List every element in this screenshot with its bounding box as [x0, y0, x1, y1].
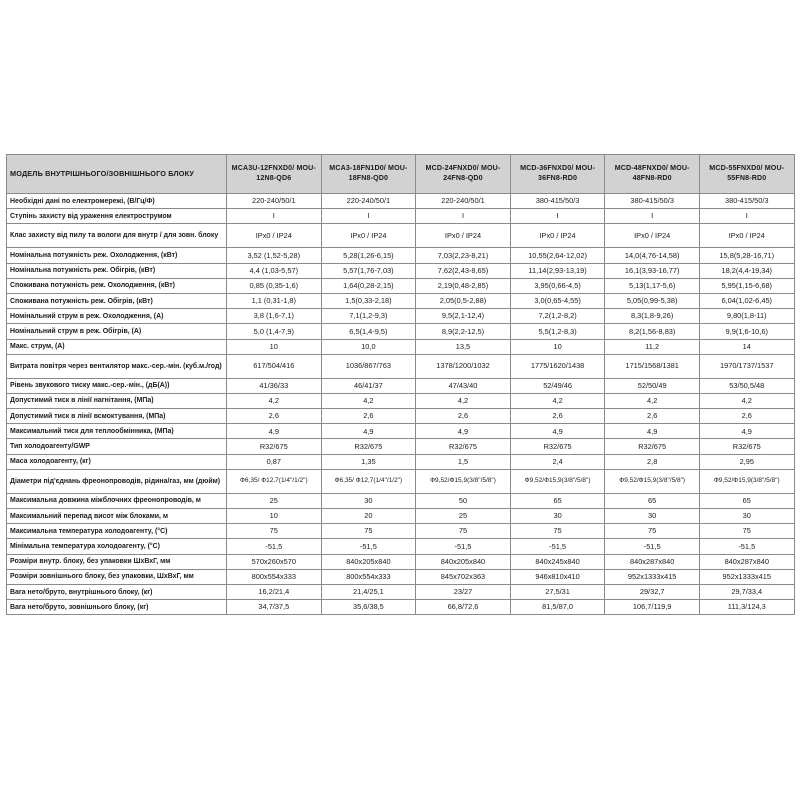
row-value: 4,9 — [227, 424, 322, 439]
row-value: 4,9 — [699, 424, 794, 439]
row-label: Споживана потужність реж. Обігрів, (кВт) — [7, 293, 227, 308]
row-value: 952х1333х415 — [699, 569, 794, 584]
row-value: 5,28(1,26-6,15) — [321, 248, 416, 263]
row-value: 952х1333х415 — [605, 569, 700, 584]
row-label: Споживана потужність реж. Охолодження, (кВт) — [7, 278, 227, 293]
row-value: 25 — [227, 493, 322, 508]
row-value: Ф9,52/Ф15,9(3/8"/5/8") — [699, 469, 794, 493]
row-value: 5,05(0,99-5,38) — [605, 293, 700, 308]
row-value: 5,0 (1,4-7,9) — [227, 324, 322, 339]
table-row — [7, 569, 795, 584]
specification-table — [6, 154, 795, 615]
table-row — [7, 324, 795, 339]
row-value: 1775/1620/1438 — [510, 354, 605, 378]
table-row — [7, 378, 795, 393]
row-value: 30 — [605, 509, 700, 524]
row-value: 6,5(1,4-9,5) — [321, 324, 416, 339]
row-label: Номінальна потужність реж. Охолодження, (кВт) — [7, 248, 227, 263]
row-label: Рівень звукового тиску макс.-сер.-мін., (дБ(А)) — [7, 378, 227, 393]
row-value: Ф9,52/Ф15,9(3/8"/5/8") — [416, 469, 511, 493]
header-model-6: MCD-55FNXD0/ MOU-55FN8-RD0 — [699, 155, 794, 194]
row-value: 52/49/46 — [510, 378, 605, 393]
table-row — [7, 224, 795, 248]
table-row — [7, 524, 795, 539]
row-value: 5,5(1,2-8,3) — [510, 324, 605, 339]
table-row — [7, 424, 795, 439]
row-label: Розміри внутр. блоку, без упаковки ШхВхГ, мм — [7, 554, 227, 569]
row-value: 1715/1568/1381 — [605, 354, 700, 378]
row-value: 30 — [321, 493, 416, 508]
header-row — [7, 155, 795, 194]
row-value: 1,64(0,28-2,15) — [321, 278, 416, 293]
row-value: 220-240/50/1 — [416, 194, 511, 209]
row-value: 47/43/40 — [416, 378, 511, 393]
row-label: Тип холодоагенту/GWP — [7, 439, 227, 454]
row-value: 11,2 — [605, 339, 700, 354]
row-value: -51,5 — [699, 539, 794, 554]
row-value: 13,5 — [416, 339, 511, 354]
row-value: 34,7/37,5 — [227, 600, 322, 615]
row-value: 1,35 — [321, 454, 416, 469]
row-value: 1970/1737/1537 — [699, 354, 794, 378]
row-value: 16,1(3,93-16,77) — [605, 263, 700, 278]
row-label: Максимальна довжина міжблочних фреонопроводів, м — [7, 493, 227, 508]
row-value: 35,6/38,5 — [321, 600, 416, 615]
row-value: 0,87 — [227, 454, 322, 469]
row-value: 111,3/124,3 — [699, 600, 794, 615]
row-label: Розміри зовнішнього блоку, без упаковки, ШхВхГ, мм — [7, 569, 227, 584]
row-value: 840х287х840 — [605, 554, 700, 569]
row-value: 9,80(1,8-11) — [699, 309, 794, 324]
row-value: 5,57(1,76-7,03) — [321, 263, 416, 278]
row-value: IPx0 / IP24 — [699, 224, 794, 248]
row-label: Вага нето/бруто, зовнішнього блоку, (кг) — [7, 600, 227, 615]
row-value: 11,14(2,93-13,19) — [510, 263, 605, 278]
row-value: 8,9(2,2-12,5) — [416, 324, 511, 339]
row-value: 380-415/50/3 — [699, 194, 794, 209]
row-value: 1378/1200/1032 — [416, 354, 511, 378]
row-value: 9,5(2,1-12,4) — [416, 309, 511, 324]
row-label: Максимальний перепад висот між блоками, м — [7, 509, 227, 524]
row-value: 4,2 — [605, 393, 700, 408]
row-value: 4,9 — [510, 424, 605, 439]
row-value: 946х810х410 — [510, 569, 605, 584]
row-value: 7,2(1,2-8,2) — [510, 309, 605, 324]
row-value: 2,6 — [510, 409, 605, 424]
row-value: Ф9,52/Ф15,9(3/8"/5/8") — [605, 469, 700, 493]
row-value: 52/50/49 — [605, 378, 700, 393]
row-value: -51,5 — [416, 539, 511, 554]
row-value: 14 — [699, 339, 794, 354]
row-value: 570х260х570 — [227, 554, 322, 569]
row-label: Номінальний струм в реж. Обігрів, (А) — [7, 324, 227, 339]
row-value: -51,5 — [227, 539, 322, 554]
row-value: 15,8(5,28-16,71) — [699, 248, 794, 263]
row-value: 65 — [605, 493, 700, 508]
row-value: 800х554х333 — [321, 569, 416, 584]
table-row — [7, 194, 795, 209]
row-label: Діаметри під'єднань фреонопроводів, рідина/газ, мм (дюйм) — [7, 469, 227, 493]
row-value: 106,7/119,9 — [605, 600, 700, 615]
row-value: 65 — [699, 493, 794, 508]
row-value: 4,2 — [416, 393, 511, 408]
row-value: 75 — [605, 524, 700, 539]
row-value: 617/504/416 — [227, 354, 322, 378]
row-value: 16,2/21,4 — [227, 584, 322, 599]
row-value: 2,05(0,5-2,88) — [416, 293, 511, 308]
row-value: 53/50,5/48 — [699, 378, 794, 393]
row-value: 1,5(0,33-2,18) — [321, 293, 416, 308]
row-value: 4,2 — [321, 393, 416, 408]
table-header — [7, 155, 795, 194]
row-value: 14,0(4,76-14,58) — [605, 248, 700, 263]
row-value: IPx0 / IP24 — [321, 224, 416, 248]
row-value: 10,55(2,64-12,02) — [510, 248, 605, 263]
header-label-cell: МОДЕЛЬ ВНУТРІШНЬОГО/ЗОВНІШНЬОГО БЛОКУ — [7, 155, 227, 194]
row-value: 380-415/50/3 — [605, 194, 700, 209]
table-row — [7, 248, 795, 263]
row-value: I — [510, 209, 605, 224]
row-value: 2,95 — [699, 454, 794, 469]
row-label: Допустимий тиск в лінії нагнітання, (МПа) — [7, 393, 227, 408]
table-row — [7, 539, 795, 554]
row-label: Маса холодоагенту, (кг) — [7, 454, 227, 469]
row-value: 23/27 — [416, 584, 511, 599]
row-value: R32/675 — [699, 439, 794, 454]
row-value: 800х554х333 — [227, 569, 322, 584]
row-value: 4,4 (1,03-5,57) — [227, 263, 322, 278]
row-value: 2,4 — [510, 454, 605, 469]
row-value: 3,0(0,65-4,55) — [510, 293, 605, 308]
row-value: I — [416, 209, 511, 224]
row-value: 1,5 — [416, 454, 511, 469]
row-value: 7,62(2,43-8,65) — [416, 263, 511, 278]
table-row — [7, 278, 795, 293]
table-row — [7, 409, 795, 424]
row-value: 46/41/37 — [321, 378, 416, 393]
row-value: 2,19(0,48-2,85) — [416, 278, 511, 293]
header-model-5: MCD-48FNXD0/ MOU-48FN8-RD0 — [605, 155, 700, 194]
row-value: R32/675 — [227, 439, 322, 454]
row-value: 2,6 — [321, 409, 416, 424]
row-value: 41/36/33 — [227, 378, 322, 393]
row-value: 25 — [416, 509, 511, 524]
row-value: 50 — [416, 493, 511, 508]
row-value: 1036/867/763 — [321, 354, 416, 378]
row-label: Ступінь захисту від ураження електрострумом — [7, 209, 227, 224]
row-value: -51,5 — [510, 539, 605, 554]
row-value: 65 — [510, 493, 605, 508]
row-value: 66,8/72,6 — [416, 600, 511, 615]
table-row — [7, 339, 795, 354]
row-value: 7,03(2,23-8,21) — [416, 248, 511, 263]
row-value: R32/675 — [416, 439, 511, 454]
row-label: Номінальний струм в реж. Охолодження, (А) — [7, 309, 227, 324]
row-label: Вага нето/бруто, внутрішнього блоку, (кг) — [7, 584, 227, 599]
row-label: Мінімальна температура холодоагенту, (°С) — [7, 539, 227, 554]
row-value: 1,1 (0,31-1,8) — [227, 293, 322, 308]
row-value: 4,9 — [605, 424, 700, 439]
row-value: 840х245х840 — [510, 554, 605, 569]
row-label: Максимальна температура холодоагенту, (°С) — [7, 524, 227, 539]
table-row — [7, 454, 795, 469]
row-value: 29,7/33,4 — [699, 584, 794, 599]
row-label: Максимальний тиск для теплообмінника, (МПа) — [7, 424, 227, 439]
row-value: 20 — [321, 509, 416, 524]
row-value: 30 — [510, 509, 605, 524]
table-row — [7, 600, 795, 615]
row-value: Ф9,52/Ф15,9(3/8"/5/8") — [510, 469, 605, 493]
row-value: Ф6,35/ Ф12,7(1/4"/1/2") — [321, 469, 416, 493]
header-model-3: MCD-24FNXD0/ MOU-24FN8-QD0 — [416, 155, 511, 194]
row-value: R32/675 — [605, 439, 700, 454]
row-value: 10 — [227, 339, 322, 354]
row-value: 81,5/87,0 — [510, 600, 605, 615]
row-label: Макс. струм, (А) — [7, 339, 227, 354]
table-row — [7, 439, 795, 454]
row-value: Ф6,35/ Ф12,7(1/4"/1/2") — [227, 469, 322, 493]
row-label: Необхідні дані по електромережі, (В/Гц/Ф) — [7, 194, 227, 209]
table-row — [7, 309, 795, 324]
row-value: 380-415/50/3 — [510, 194, 605, 209]
row-value: 4,2 — [227, 393, 322, 408]
row-value: 4,9 — [416, 424, 511, 439]
row-value: 0,85 (0,35-1,6) — [227, 278, 322, 293]
row-value: 6,04(1,02-6,45) — [699, 293, 794, 308]
header-model-1: MCA3U-12FNXD0/ MOU-12N8-QD6 — [227, 155, 322, 194]
row-value: 3,95(0,66-4,5) — [510, 278, 605, 293]
row-value: 18,2(4,4-19,34) — [699, 263, 794, 278]
row-value: -51,5 — [605, 539, 700, 554]
table-row — [7, 393, 795, 408]
row-value: I — [321, 209, 416, 224]
row-value: IPx0 / IP24 — [227, 224, 322, 248]
row-value: 5,95(1,15-6,68) — [699, 278, 794, 293]
table-row — [7, 584, 795, 599]
row-label: Витрата повітря через вентилятор макс.-сер.-мін. (куб.м./год) — [7, 354, 227, 378]
row-value: 10,0 — [321, 339, 416, 354]
row-value: 3,8 (1,6-7,1) — [227, 309, 322, 324]
header-model-4: MCD-36FNXD0/ MOU-36FN8-RD0 — [510, 155, 605, 194]
row-value: 3,52 (1,52-5,28) — [227, 248, 322, 263]
row-value: 75 — [321, 524, 416, 539]
table-row — [7, 354, 795, 378]
table-body — [7, 194, 795, 615]
row-value: 21,4/25,1 — [321, 584, 416, 599]
row-value: 4,9 — [321, 424, 416, 439]
row-value: 9,9(1,6-10,6) — [699, 324, 794, 339]
row-value: 2,6 — [699, 409, 794, 424]
row-value: I — [699, 209, 794, 224]
row-value: 75 — [227, 524, 322, 539]
row-value: 4,2 — [510, 393, 605, 408]
row-value: I — [227, 209, 322, 224]
row-value: 10 — [227, 509, 322, 524]
row-value: 4,2 — [699, 393, 794, 408]
row-value: 75 — [416, 524, 511, 539]
row-value: I — [605, 209, 700, 224]
row-value: R32/675 — [510, 439, 605, 454]
table-row — [7, 554, 795, 569]
row-label: Клас захисту від пилу та вологи для внутр / для зовн. блоку — [7, 224, 227, 248]
row-value: 2,6 — [605, 409, 700, 424]
row-value: 5,13(1,17-5,6) — [605, 278, 700, 293]
row-value: 75 — [510, 524, 605, 539]
row-label: Номінальна потужність реж. Обігрів, (кВт) — [7, 263, 227, 278]
table-row — [7, 263, 795, 278]
table-row — [7, 293, 795, 308]
row-value: -51,5 — [321, 539, 416, 554]
row-value: R32/675 — [321, 439, 416, 454]
row-value: IPx0 / IP24 — [605, 224, 700, 248]
row-value: 840х287х840 — [699, 554, 794, 569]
table-row — [7, 509, 795, 524]
row-value: IPx0 / IP24 — [510, 224, 605, 248]
row-value: 840х205х840 — [416, 554, 511, 569]
row-value: 8,3(1,8-9,26) — [605, 309, 700, 324]
table-row — [7, 493, 795, 508]
table-row — [7, 469, 795, 493]
table-row — [7, 209, 795, 224]
row-value: 10 — [510, 339, 605, 354]
header-model-2: MCA3-18FN1D0/ MOU-18FN8-QD0 — [321, 155, 416, 194]
row-label: Допустимий тиск в лінії всмоктування, (МПа) — [7, 409, 227, 424]
row-value: 2,8 — [605, 454, 700, 469]
row-value: 840х205х840 — [321, 554, 416, 569]
row-value: 220-240/50/1 — [227, 194, 322, 209]
row-value: IPx0 / IP24 — [416, 224, 511, 248]
row-value: 75 — [699, 524, 794, 539]
row-value: 2,6 — [416, 409, 511, 424]
row-value: 2,6 — [227, 409, 322, 424]
row-value: 8,2(1,56-8,83) — [605, 324, 700, 339]
row-value: 29/32,7 — [605, 584, 700, 599]
row-value: 220-240/50/1 — [321, 194, 416, 209]
row-value: 30 — [699, 509, 794, 524]
row-value: 7,1(1,2-9,3) — [321, 309, 416, 324]
row-value: 27,5/31 — [510, 584, 605, 599]
row-value: 845х702х363 — [416, 569, 511, 584]
